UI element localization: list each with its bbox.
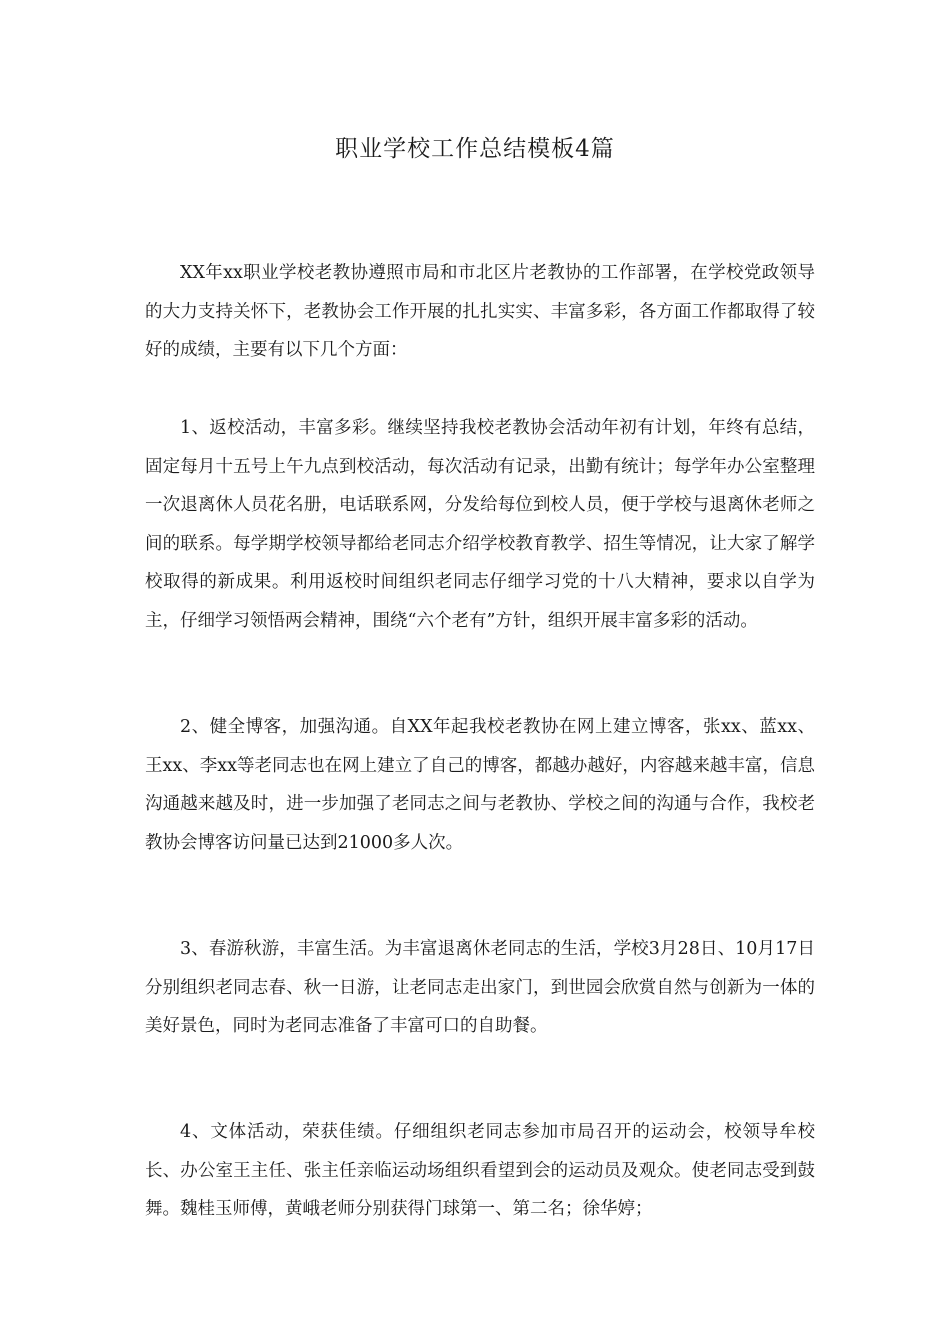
document-title: 职业学校工作总结模板4篇 [335,136,615,162]
section-3-paragraph: 3、春游秋游，丰富生活。为丰富退离休老同志的生活，学校3月28日、10月17日分别组织老同志春、秋一日游，让老同志走出家门，到世园会欣赏自然与创新为一体的美好景色，同时为老同志准备了丰富可口的自助餐。 [145,939,815,1036]
section-2-paragraph: 2、健全博客，加强沟通。自XX年起我校老教协在网上建立博客，张xx、蓝xx、王xx、李xx等老同志也在网上建立了自己的博客，都越办越好，内容越来越丰富，信息沟通越来越及时，进一步加强了老同志之间与老教协、学校之间的沟通与合作，我校老教协会博客访问量已达到21000多人次。 [145,717,815,853]
section-4-paragraph: 4、文体活动，荣获佳绩。仔细组织老同志参加市局召开的运动会，校领导牟校长、办公室王主任、张主任亲临运动场组织看望到会的运动员及观众。使老同志受到鼓舞。魏桂玉师傅，黄峨老师分别获得门球第一、第二名；徐华婷； [145,1122,815,1219]
section-1-paragraph: 1、返校活动，丰富多彩。继续坚持我校老教协会活动年初有计划，年终有总结，固定每月十五号上午九点到校活动，每次活动有记录，出勤有统计；每学年办公室整理一次退离休人员花名册，电话联系网，分发给每位到校人员，便于学校与退离休老师之间的联系。每学期学校领导都给老同志介绍学校教育教学、招生等情况，让大家了解学校取得的新成果。利用返校时间组织老同志仔细学习党的十八大精神，要求以自学为主，仔细学习领悟两会精神，围绕“六个老有”方针，组织开展丰富多彩的活动。 [145,418,815,631]
intro-paragraph: XX年xx职业学校老教协遵照市局和市北区片老教协的工作部署，在学校党政领导的大力支持关怀下，老教协会工作开展的扎扎实实、丰富多彩，各方面工作都取得了较好的成绩，主要有以下几个方面： [145,263,815,360]
